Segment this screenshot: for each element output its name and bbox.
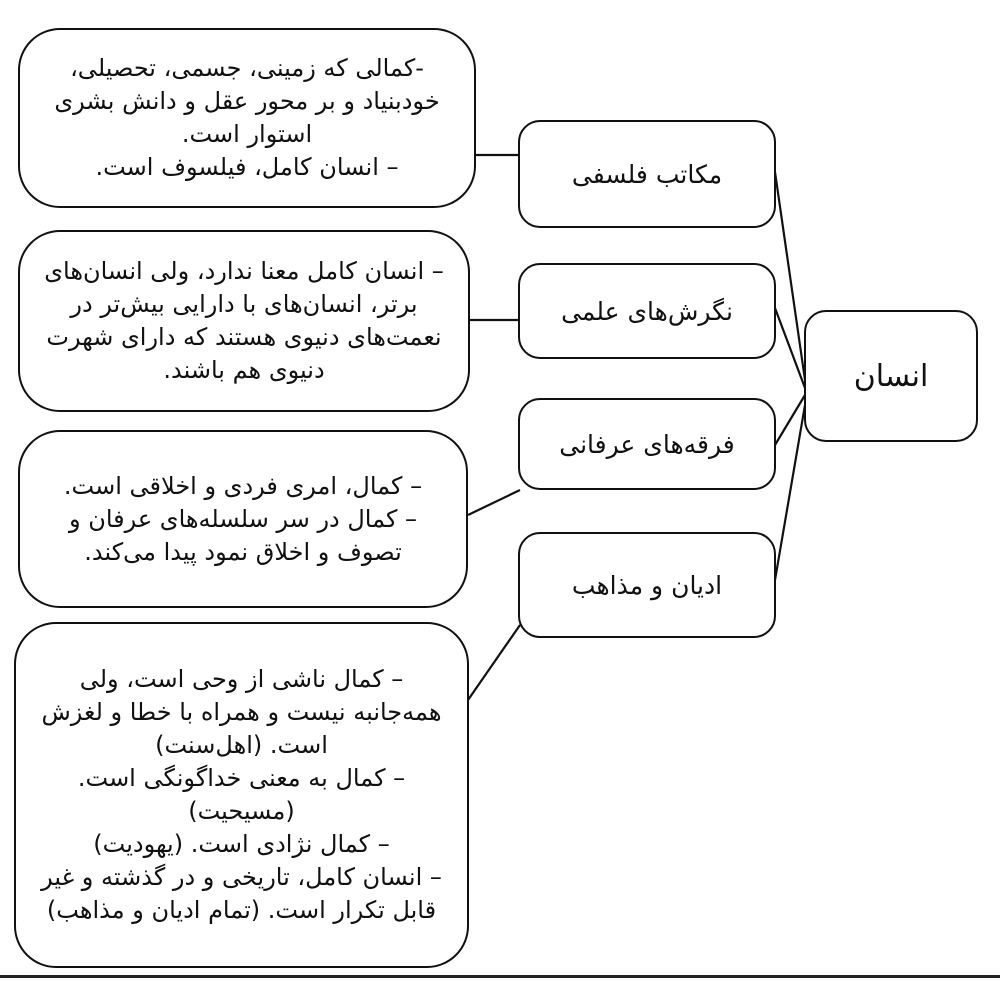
category-label: مکاتب فلسفی xyxy=(571,159,723,189)
description-line: استوار است. xyxy=(181,120,313,148)
category-label: نگرش‌های علمی xyxy=(561,296,733,326)
description-line: نعمت‌های دنیوی هستند که دارای شهرت xyxy=(46,323,442,351)
description-box-religions xyxy=(14,622,469,968)
category-label: ادیان و مذاهب xyxy=(571,570,723,600)
description-line: همه‌جانبه نیست و همراه با خطا و لغزش xyxy=(41,698,442,726)
connector-desc-3 xyxy=(468,490,520,515)
description-box-philosophy xyxy=(18,28,476,208)
description-box-mystic xyxy=(18,430,468,608)
description-line: – کمال به معنی خداگونگی است. xyxy=(77,764,406,792)
description-line: (مسیحیت) xyxy=(188,797,295,825)
description-line: قابل تکرار است. (تمام ادیان و مذاهب) xyxy=(46,896,437,924)
connector-root-cat-4 xyxy=(775,405,805,580)
connector-desc-4 xyxy=(468,625,520,700)
description-line: – انسان کامل معنا ندارد، ولی انسان‌های xyxy=(44,257,444,285)
description-line: برتر، انسان‌های با دارایی بیش‌تر در xyxy=(70,290,418,318)
description-line: – کمال نژادی است. (یهودیت) xyxy=(93,830,390,858)
description-line: -کمالی که زمینی، جسمی، تحصیلی، xyxy=(70,54,424,82)
description-line: – انسان کامل، فیلسوف است. xyxy=(95,153,399,181)
category-node-religions xyxy=(518,532,776,638)
description-line: است. (اهل‌سنت) xyxy=(155,731,328,759)
description-line: – کمال در سر سلسله‌های عرفان و xyxy=(68,504,418,533)
root-node xyxy=(804,310,978,442)
description-line: – انسان کامل، تاریخی و در گذشته و غیر xyxy=(41,863,442,891)
root-label: انسان xyxy=(853,358,929,394)
description-box-science xyxy=(18,230,470,412)
category-node-science xyxy=(518,263,776,359)
category-node-philosophy xyxy=(518,120,776,228)
description-line: تصوف و اخلاق نمود پیدا می‌کند. xyxy=(84,537,402,566)
description-line: خودبنیاد و بر محور عقل و دانش بشری xyxy=(54,87,440,115)
description-line: دنیوی هم باشند. xyxy=(163,356,325,384)
page-edge-rule xyxy=(0,975,1000,978)
description-line: – کمال ناشی از وحی است، ولی xyxy=(79,665,404,693)
category-node-mystic xyxy=(518,398,776,490)
description-line: – کمال، امری فردی و اخلاقی است. xyxy=(63,471,423,500)
category-label: فرقه‌های عرفانی xyxy=(559,429,735,459)
